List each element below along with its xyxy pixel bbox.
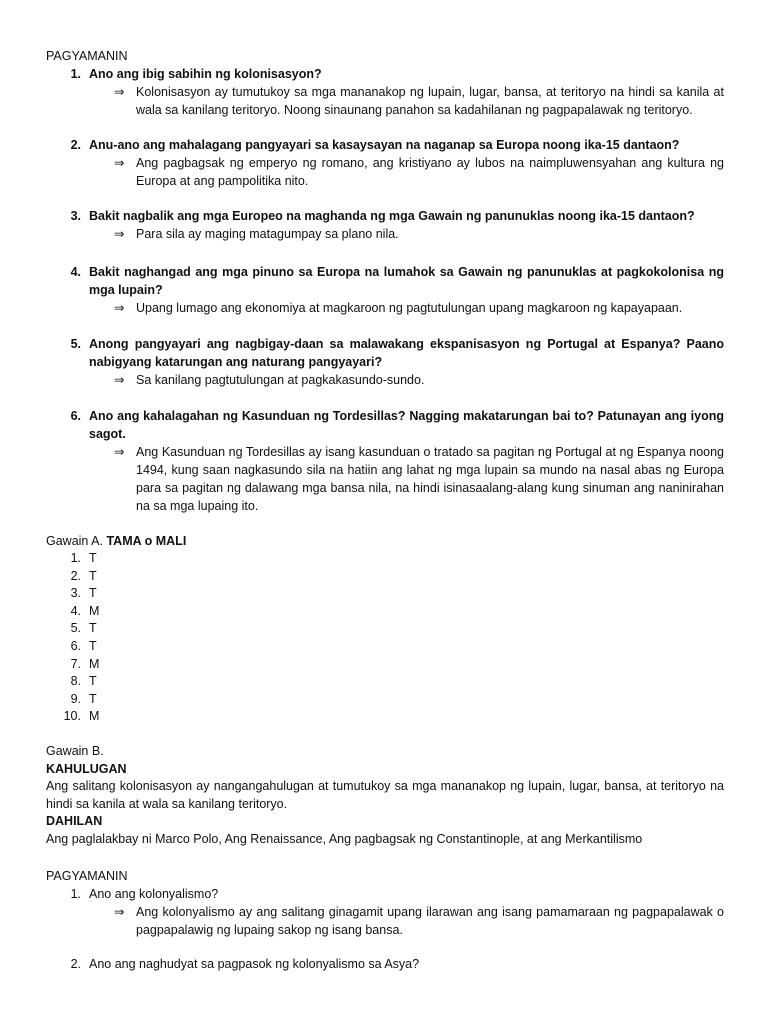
list-item bbox=[46, 708, 724, 726]
question-item bbox=[46, 263, 724, 317]
question-text: Anu-ano ang mahalagang pangyayari sa kasaysayan na naganap sa Europa noong ika-15 dantaon? bbox=[89, 138, 680, 152]
arrow-icon: ⇒ bbox=[114, 301, 125, 315]
question-number: 4. bbox=[70, 265, 81, 279]
list-value: T bbox=[89, 638, 97, 653]
list-item bbox=[46, 603, 724, 621]
question-number: 5. bbox=[70, 337, 81, 351]
list-value: T bbox=[89, 568, 97, 583]
list-value: T bbox=[89, 551, 97, 565]
section-title: PAGYAMANIN bbox=[46, 49, 128, 63]
list-number: 10. bbox=[63, 709, 81, 724]
answer-text: Kolonisasyon ay tumutukoy sa mga mananakop ng lupain, lugar, bansa, at teritoryo na hindi sa kanila at wala sa kanilang teritoryo. Noong sinaunang panahon sa kadahilanan ng pagpapalawak ng teritoryo. bbox=[136, 85, 724, 117]
question-number: 1. bbox=[70, 67, 81, 81]
dahilan-text: Ang paglalakbay ni Marco Polo, Ang Renaissance, Ang pagbagsak ng Constantinople, at ang Merkantilismo bbox=[46, 831, 643, 846]
answer-text: Para sila ay maging matagumpay sa plano nila. bbox=[136, 227, 399, 241]
answer-text: Sa kanilang pagtutulungan at pagkakasundo-sundo. bbox=[136, 373, 425, 387]
question-number: 1. bbox=[70, 886, 81, 901]
list-value: M bbox=[89, 656, 100, 671]
kahulugan-text: Ang salitang kolonisasyon ay nangangahulugan at tumutukoy sa mga mananakop ng lupain, lugar, bansa, at teritoryo na hindi sa kanila at wala sa kanilang teritoryo. bbox=[46, 779, 724, 811]
list-item bbox=[46, 568, 724, 586]
arrow-icon: ⇒ bbox=[114, 904, 125, 919]
list-number: 4. bbox=[70, 603, 81, 618]
list-item bbox=[46, 638, 724, 656]
question-number: 3. bbox=[70, 209, 81, 223]
gawain-a-title-bold: TAMA o MALI bbox=[106, 534, 187, 548]
list-number: 5. bbox=[70, 621, 81, 636]
answer-text: Ang kolonyalismo ay ang salitang ginagamit upang ilarawan ang isang pamamaraan ng pagpapalawak o pagpapalawig ng lupaing sakop ng isang bansa. bbox=[136, 904, 724, 937]
question-text: Bakit nagbalik ang mga Europeo na maghanda ng mga Gawain ng panunuklas noong ika-15 dantaon? bbox=[89, 209, 695, 223]
list-value: T bbox=[89, 586, 97, 601]
answer-text: Ang Kasunduan ng Tordesillas ay isang kasunduan o tratado sa pagitan ng Portugal at ng Espanya noong 1494, kung saan nagkasundo sila na hatiin ang lahat ng mga lupain sa mundo na nasal abas ng Europa para sa pagitan ng dalawang mga bansa nila, na hindi isinasaalang-alang kung sinuman ang naninirahan na sa mga lupaing ito. bbox=[136, 445, 724, 513]
list-item bbox=[46, 691, 724, 709]
question-number: 2. bbox=[70, 956, 81, 971]
arrow-icon: ⇒ bbox=[114, 227, 125, 241]
answer-text: Upang lumago ang ekonomiya at magkaroon ng pagtutulungan upang magkaroon ng kapayapaan. bbox=[136, 301, 683, 315]
gawain-a-prefix: Gawain A. bbox=[46, 534, 107, 548]
list-number: 3. bbox=[70, 586, 81, 601]
question-item bbox=[46, 207, 724, 243]
question-number: 2. bbox=[70, 138, 81, 152]
question-text: Ano ang kolonyalismo? bbox=[89, 886, 219, 901]
question-item bbox=[46, 65, 724, 119]
question-item bbox=[46, 136, 724, 190]
arrow-icon: ⇒ bbox=[114, 85, 125, 99]
question-text: Ano ang kahalagahan ng Kasunduan ng Tordesillas? Nagging makatarungan bai to? Patunayan ang iyong sagot. bbox=[89, 409, 724, 441]
list-item bbox=[46, 673, 724, 691]
list-value: T bbox=[89, 621, 97, 636]
list-value: T bbox=[89, 674, 97, 689]
question-item bbox=[46, 955, 724, 973]
list-value: T bbox=[89, 691, 97, 706]
question-text: Ano ang naghudyat sa pagpasok ng kolonyalismo sa Asya? bbox=[89, 956, 420, 971]
arrow-icon: ⇒ bbox=[114, 156, 125, 170]
question-text: Bakit naghangad ang mga pinuno sa Europa na lumahok sa Gawain ng panunuklas at pagkokolonisa ng mga lupain? bbox=[89, 265, 724, 297]
arrow-icon: ⇒ bbox=[114, 373, 125, 387]
question-text: Anong pangyayari ang nagbigay-daan sa malawakang ekspanisasyon ng Portugal at Espanya? Paano nabigyang katarungan ang naturang pangyayari? bbox=[89, 337, 724, 369]
kahulugan-label: KAHULUGAN bbox=[46, 761, 127, 776]
list-number: 9. bbox=[70, 691, 81, 706]
question-item bbox=[46, 885, 724, 939]
list-value: M bbox=[89, 603, 100, 618]
document-page bbox=[46, 47, 724, 973]
list-item bbox=[46, 585, 724, 603]
question-item bbox=[46, 407, 724, 515]
list-number: 1. bbox=[70, 551, 81, 565]
list-item bbox=[46, 656, 724, 674]
list-number: 7. bbox=[70, 656, 81, 671]
answer-list bbox=[46, 550, 724, 726]
section-title: PAGYAMANIN bbox=[46, 868, 128, 883]
list-number: 2. bbox=[70, 568, 81, 583]
dahilan-label: DAHILAN bbox=[46, 814, 103, 829]
question-item bbox=[46, 335, 724, 389]
list-value: M bbox=[89, 709, 100, 724]
list-item bbox=[46, 620, 724, 638]
gawain-a-title bbox=[46, 532, 724, 550]
list-number: 8. bbox=[70, 674, 81, 689]
answer-text: Ang pagbagsak ng emperyo ng romano, ang kristiyano ay lubos na naimpluwensyahan ang kultura ng Europa at ang pampolitika nito. bbox=[136, 156, 724, 188]
list-item bbox=[46, 550, 724, 568]
question-text: Ano ang ibig sabihin ng kolonisasyon? bbox=[89, 67, 322, 81]
arrow-icon: ⇒ bbox=[114, 445, 125, 459]
list-number: 6. bbox=[70, 638, 81, 653]
question-number: 6. bbox=[70, 409, 81, 423]
gawain-b-title: Gawain B. bbox=[46, 743, 104, 758]
